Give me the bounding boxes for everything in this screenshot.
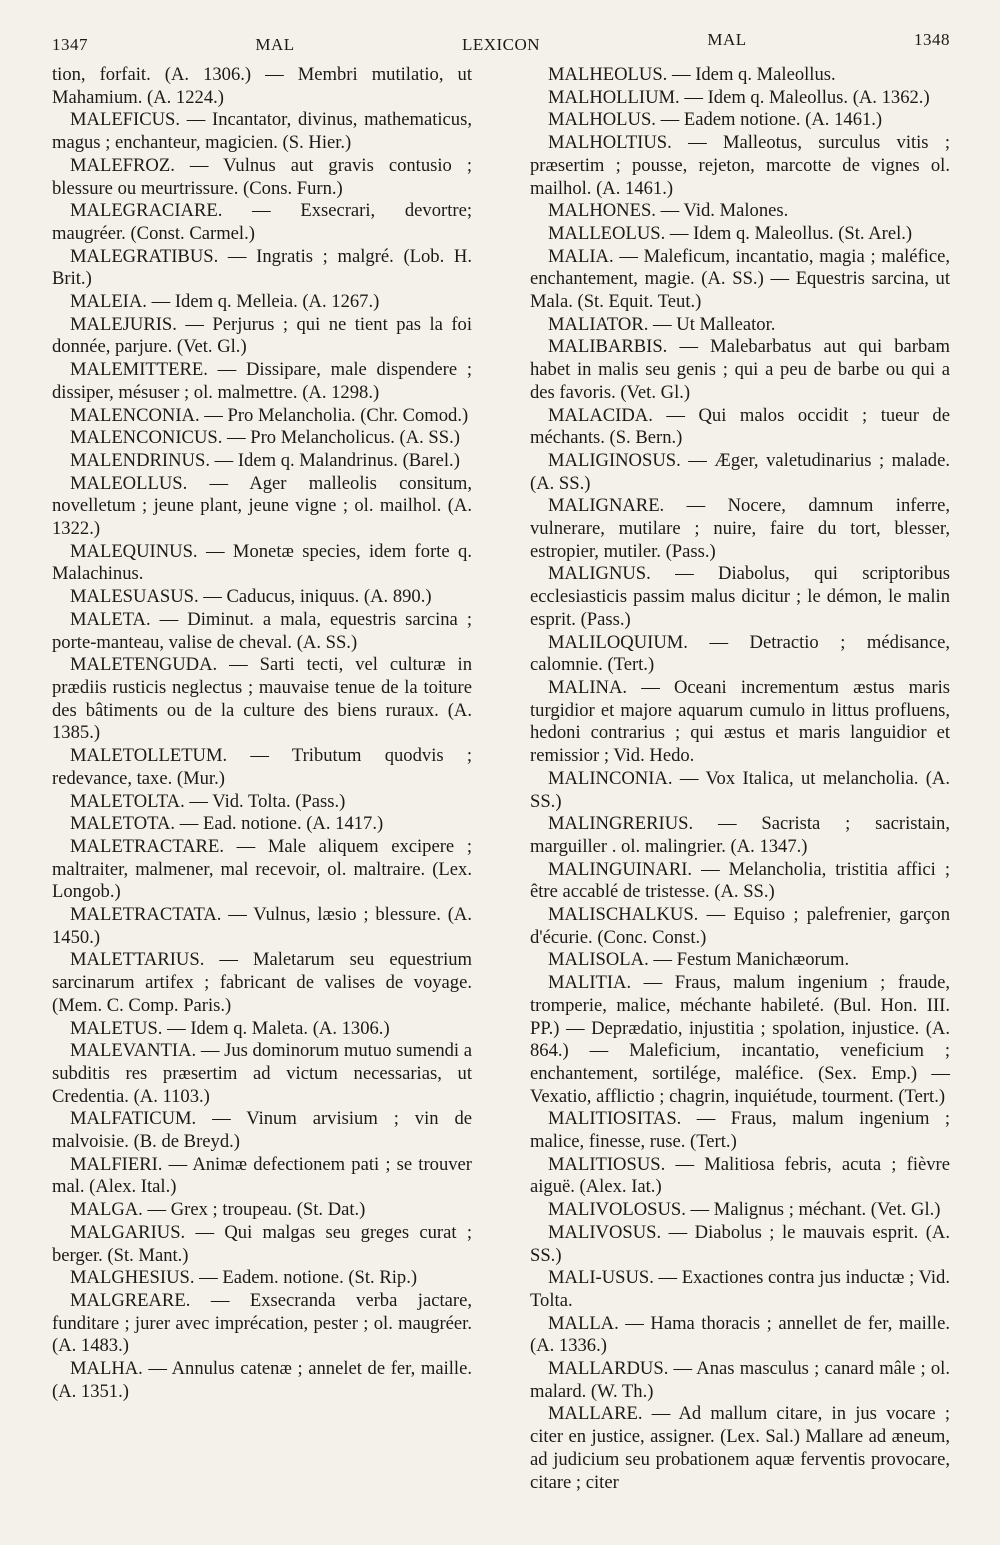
running-word-right: MAL (707, 30, 747, 49)
dictionary-entry: MALGARIUS. — Qui malgas seu greges curat ; berger. (St. Mant.) (52, 1221, 472, 1266)
running-header (52, 30, 950, 64)
dictionary-entry: MALITIOSUS. — Malitiosa febris, acuta ; fièvre aiguë. (Alex. Iat.) (530, 1153, 950, 1198)
dictionary-entry: MALEOLLUS. — Ager malleolis consitum, novelletum ; jeune plant, jeune vigne ; ol. mailhol. (A. 1322.) (52, 472, 472, 540)
running-word-left: MAL (255, 35, 295, 54)
dictionary-entry: MALESUASUS. — Caducus, iniquus. (A. 890.) (70, 586, 432, 608)
dictionary-entry: MALITIA. — Fraus, malum ingenium ; fraude, tromperie, malice, méchante habileté. (Bul. Hon. III. PP.) — Deprædatio, injustitia ; spolation, injustice. (A. 864.) — Maleficium, incantatio, veneficium ; enchantement, sortilége, maléfice. (Sex. Emp.) — Vexatio, afflictio ; chagrin, inquiétude, tourment. (Tert.) (530, 972, 950, 1107)
dictionary-entry: MALINGUINARI. — Melancholia, tristitia affici ; être accablé de tristesse. (A. SS.) (530, 858, 950, 903)
left-column (52, 64, 472, 1494)
dictionary-entry: MALHOLLIUM. — Idem q. Maleollus. (A. 1362.) (548, 86, 930, 108)
dictionary-entry: MALEQUINUS. — Monetæ species, idem forte q. Malachinus. (52, 540, 472, 585)
dictionary-entry: MALEGRACIARE. — Exsecrari, devortre; maugréer. (Const. Carmel.) (52, 200, 472, 244)
dictionary-entry: MALGREARE. — Exsecranda verba jactare, funditare ; jurer avec imprécation, pester ; ol. maugréer. (A. 1483.) (52, 1289, 472, 1357)
dictionary-entry: MALETOLTA. — Vid. Tolta. (Pass.) (70, 790, 346, 812)
dictionary-entry: MALFATICUM. — Vinum arvisium ; vin de malvoisie. (B. de Breyd.) (52, 1108, 472, 1153)
dictionary-entry: MALHOLUS. — Eadem notione. (A. 1461.) (548, 109, 883, 131)
dictionary-entry: MALETRACTATA. — Vulnus, læsio ; blessure. (A. 1450.) (52, 904, 472, 948)
dictionary-entry: MALENCONIA. — Pro Melancholia. (Chr. Comod.) (70, 404, 469, 426)
columns (52, 64, 950, 1494)
dictionary-entry: MALISCHALKUS. — Equiso ; palefrenier, garçon d'écurie. (Conc. Const.) (530, 904, 950, 948)
dictionary-entry: MALEMITTERE. — Dissipare, male dispendere ; dissiper, mésuser ; ol. malmettre. (A. 1298.) (52, 359, 472, 403)
dictionary-entry: MALITIOSITAS. — Fraus, malum ingenium ; malice, finesse, ruse. (Tert.) (530, 1108, 950, 1153)
dictionary-entry: MALETENGUDA. — Sarti tecti, vel culturæ in prædiis rusticis neglectus ; mauvaise tenue de la toiture des bâtiments ou de la culture des biens ruraux. (A. 1385.) (52, 654, 472, 744)
dictionary-entry: MALIGINOSUS. — Æger, valetudinarius ; malade. (A. SS.) (530, 449, 950, 494)
right-column (530, 64, 950, 1494)
dictionary-entry: MALETUS. — Idem q. Maleta. (A. 1306.) (70, 1017, 390, 1039)
dictionary-entry: MALLARE. — Ad mallum citare, in jus vocare ; citer en justice, assigner. (Lex. Sal.) Mallare ad æneum, ad judicium seu probationem aquæ ferventis provocare, citare ; citer (530, 1403, 950, 1493)
dictionary-entry: MALINGRERIUS. — Sacrista ; sacristain, marguiller . ol. malingrier. (A. 1347.) (530, 813, 950, 857)
dictionary-entry: MALGHESIUS. — Eadem. notione. (St. Rip.) (70, 1267, 418, 1289)
dictionary-entry: MALIA. — Maleficum, incantatio, magia ; maléfice, enchantement, magie. (A. SS.) — Equestris sarcina, ut Mala. (St. Equit. Teut.) (530, 245, 950, 313)
dictionary-entry: MALFIERI. — Animæ defectionem pati ; se trouver mal. (Alex. Ital.) (52, 1153, 472, 1198)
dictionary-entry: MALIATOR. — Ut Malleator. (548, 313, 776, 335)
dictionary-entry: MALI-USUS. — Exactiones contra jus inductæ ; Vid. Tolta. (530, 1267, 950, 1311)
dictionary-entry: tion, forfait. (A. 1306.) — Membri mutilatio, ut Mahamium. (A. 1224.) (52, 64, 472, 108)
dictionary-entry: MALISOLA. — Festum Manichæorum. (548, 949, 850, 971)
page-number-right: 1348 (913, 30, 950, 49)
dictionary-entry: MALLA. — Hama thoracis ; annellet de fer, maille. (A. 1336.) (530, 1312, 950, 1357)
dictionary-entry: MALHOLTIUS. — Malleotus, surculus vitis ; præsertim ; pousse, rejeton, marcotte de vignes ol. mailhol. (A. 1461.) (530, 132, 950, 199)
dictionary-entry: MALIGNUS. — Diabolus, qui scriptoribus ecclesiasticis passim malus dicitur ; le démon, le malin esprit. (Pass.) (530, 563, 950, 630)
header-right (540, 30, 950, 50)
dictionary-entry: MALLEOLUS. — Idem q. Maleollus. (St. Arel.) (548, 222, 913, 244)
dictionary-entry: MALIVOSUS. — Diabolus ; le mauvais esprit. (A. SS.) (530, 1221, 950, 1266)
dictionary-entry: MALIBARBIS. — Malebarbatus aut qui barbam habet in malis seu genis ; qui a peu de barbe ou qui a des favoris. (Vet. Gl.) (530, 336, 950, 403)
dictionary-entry: MALHONES. — Vid. Malones. (548, 200, 789, 222)
dictionary-entry: MALETA. — Diminut. a mala, equestris sarcina ; porte-manteau, valise de cheval. (A. SS.) (52, 608, 472, 653)
dictionary-entry: MALIGNARE. — Nocere, damnum inferre, vulnerare, mutilare ; nuire, faire du tort, blesser, estropier, mutiler. (Pass.) (530, 495, 950, 562)
page-number-left: 1347 (52, 35, 88, 54)
dictionary-entry: MALETOTA. — Ead. notione. (A. 1417.) (70, 813, 384, 835)
dictionary-entry: MALHEOLUS. — Idem q. Maleollus. (548, 64, 836, 85)
dictionary-entry: MALETTARIUS. — Maletarum seu equestrium sarcinarum artifex ; fabricant de valises de voyage. (Mem. C. Comp. Paris.) (52, 949, 472, 1016)
dictionary-entry: MALEIA. — Idem q. Melleia. (A. 1267.) (70, 291, 380, 313)
dictionary-entry: MALHA. — Annulus catenæ ; annelet de fer, maille. (A. 1351.) (52, 1358, 472, 1402)
dictionary-entry: MALETOLLETUM. — Tributum quodvis ; redevance, taxe. (Mur.) (52, 745, 472, 789)
dictionary-entry: MALETRACTARE. — Male aliquem excipere ; maltraiter, malmener, mal recevoir, ol. maltraire. (Lex. Longob.) (52, 835, 472, 903)
header-title: LEXICON (461, 35, 541, 54)
dictionary-entry: MALACIDA. — Qui malos occidit ; tueur de méchants. (S. Bern.) (530, 404, 950, 449)
dictionary-entry: MALINA. — Oceani incrementum æstus maris turgidior et majore aquarum cumulo in littus profluens, hedoni contrarius ; qui æstus et maris languidior et remissior ; Vid. Hedo. (530, 676, 950, 767)
dictionary-entry: MALENCONICUS. — Pro Melancholicus. (A. SS.) (70, 427, 460, 449)
dictionary-entry: MALEFICUS. — Incantator, divinus, mathematicus, magus ; enchanteur, magicien. (S. Hier.) (52, 109, 472, 154)
dictionary-entry: MALLARDUS. — Anas masculus ; canard mâle ; ol. malard. (W. Th.) (530, 1358, 950, 1402)
dictionary-entry: MALEJURIS. — Perjurus ; qui ne tient pas la foi donnée, parjure. (Vet. Gl.) (52, 313, 472, 358)
dictionary-entry: MALGA. — Grex ; troupeau. (St. Dat.) (70, 1199, 366, 1221)
dictionary-entry: MALEFROZ. — Vulnus aut gravis contusio ; blessure ou meurtrissure. (Cons. Furn.) (52, 154, 472, 199)
dictionary-entry: MALILOQUIUM. — Detractio ; médisance, calomnie. (Tert.) (530, 631, 950, 676)
dictionary-entry: MALEGRATIBUS. — Ingratis ; malgré. (Lob. H. Brit.) (52, 245, 472, 290)
dictionary-entry: MALENDRINUS. — Idem q. Malandrinus. (Barel.) (70, 449, 460, 471)
header-left (52, 35, 462, 55)
dictionary-entry: MALEVANTIA. — Jus dominorum mutuo sumendi a subditis res præsertim ad victum necessarias, ut Credentia. (A. 1103.) (52, 1040, 472, 1107)
dictionary-entry: MALINCONIA. — Vox Italica, ut melancholia. (A. SS.) (530, 767, 950, 812)
dictionary-entry: MALIVOLOSUS. — Malignus ; méchant. (Vet. Gl.) (548, 1199, 941, 1221)
